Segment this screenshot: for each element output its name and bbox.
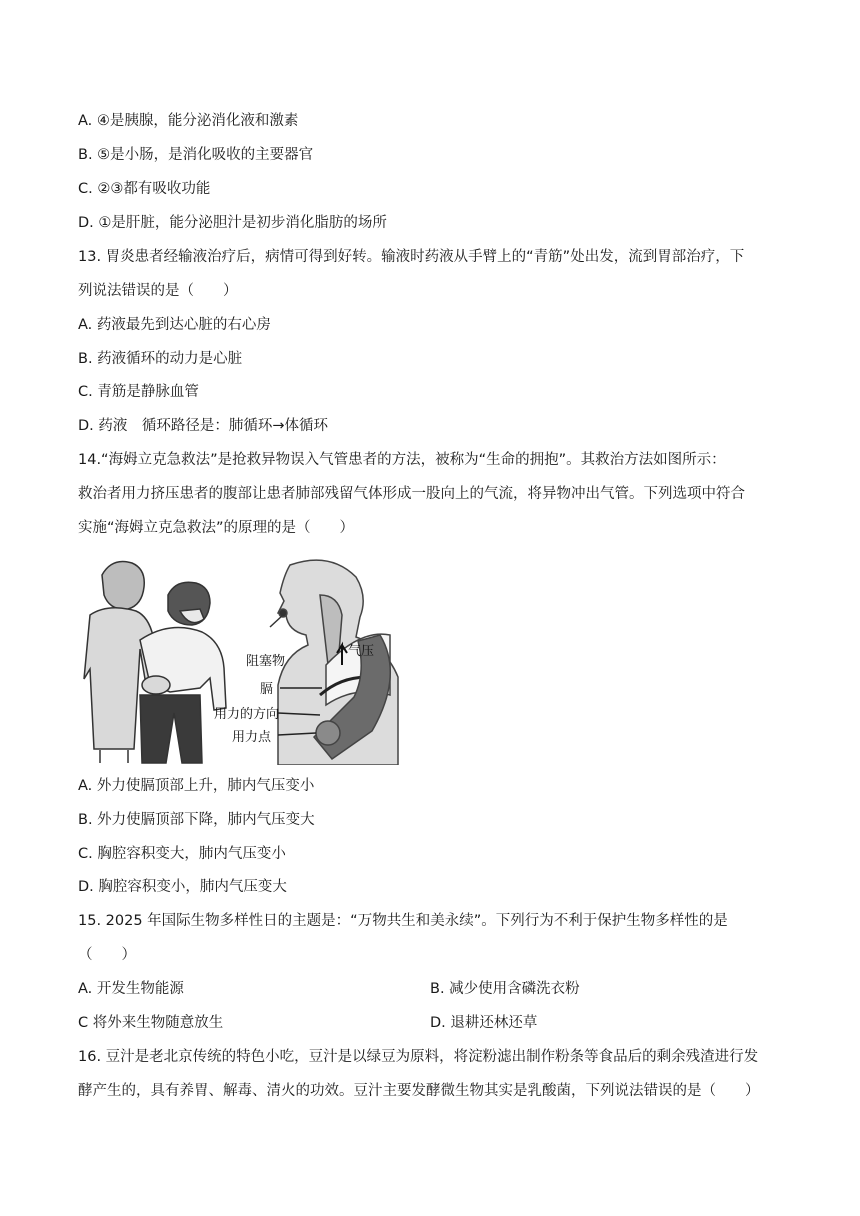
q15-option-c: C 将外来生物随意放生 [78,1015,224,1031]
q16-stem-line1: 16. 豆汁是老北京传统的特色小吃，豆汁是以绿豆为原料，将淀粉滤出制作粉条等食品后的剩余残渣进行发 [78,1049,759,1065]
label-diaphragm: 膈 [260,682,274,697]
heimlich-figure [80,555,410,765]
q13-option-b: B. 药液循环的动力是心脏 [78,351,243,367]
q15-option-a: A. 开发生物能源 [78,981,184,997]
q13-option-a: A. 药液最先到达心脏的右心房 [78,317,271,333]
label-force-point: 用力点 [232,730,272,745]
label-air-pressure: 气压 [348,644,375,659]
q14-stem-line3: 实施“海姆立克急救法”的原理的是（ ） [78,520,355,536]
label-force-direction: 用力的方向 [214,707,280,722]
q13-stem-line2: 列说法错误的是（ ） [78,283,238,299]
q13-option-d: D. 药液 循环路径是：肺循环→体循环 [78,418,329,434]
q12-option-d: D. ①是肝脏，能分泌胆汁是初步消化脂肪的场所 [78,215,387,231]
q12-option-c: C. ②③都有吸收功能 [78,181,211,197]
q14-option-d: D. 胸腔容积变小，肺内气压变大 [78,879,287,895]
q15-option-b: B. 减少使用含磷洗衣粉 [430,981,580,997]
q14-option-a: A. 外力使膈顶部上升，肺内气压变小 [78,778,315,794]
patient-illustration [140,582,226,763]
q16-stem-line2: 酵产生的，具有养胃、解毒、清火的功效。豆汁主要发酵微生物其实是乳酸菌，下列说法错误的是（ ） [78,1083,760,1099]
q15-option-d: D. 退耕还林还草 [430,1015,538,1031]
q13-stem-line1: 13. 胃炎患者经输液治疗后，病情可得到好转。输液时药液从手臂上的“青筋”处出发，流到胃部治疗，下 [78,249,745,265]
q14-stem-line1: 14.“海姆立克急救法”是抢救异物误入气管患者的方法，被称为“生命的拥抱”。其救治方法如图所示： [78,452,726,468]
label-obstruction: 阻塞物 [246,654,286,669]
q14-option-c: C. 胸腔容积变大，肺内气压变小 [78,846,286,862]
q15-stem-line2: （ ） [78,947,136,963]
q14-option-b: B. 外力使膈顶部下降，肺内气压变大 [78,812,315,828]
q12-option-b: B. ⑤是小肠，是消化吸收的主要器官 [78,147,314,163]
sagittal-body-diagram [270,560,398,765]
q14-stem-line2: 救治者用力挤压患者的腹部让患者肺部残留气体形成一股向上的气流，将异物冲出气管。下列选项中符合 [78,486,745,502]
q12-option-a: A. ④是胰腺，能分泌消化液和激素 [78,113,299,129]
q13-option-c: C. 青筋是静脉血管 [78,384,199,400]
q15-stem-line1: 15. 2025 年国际生物多样性日的主题是：“万物共生和美永续”。下列行为不利于保护生物多样性的是 [78,913,728,929]
